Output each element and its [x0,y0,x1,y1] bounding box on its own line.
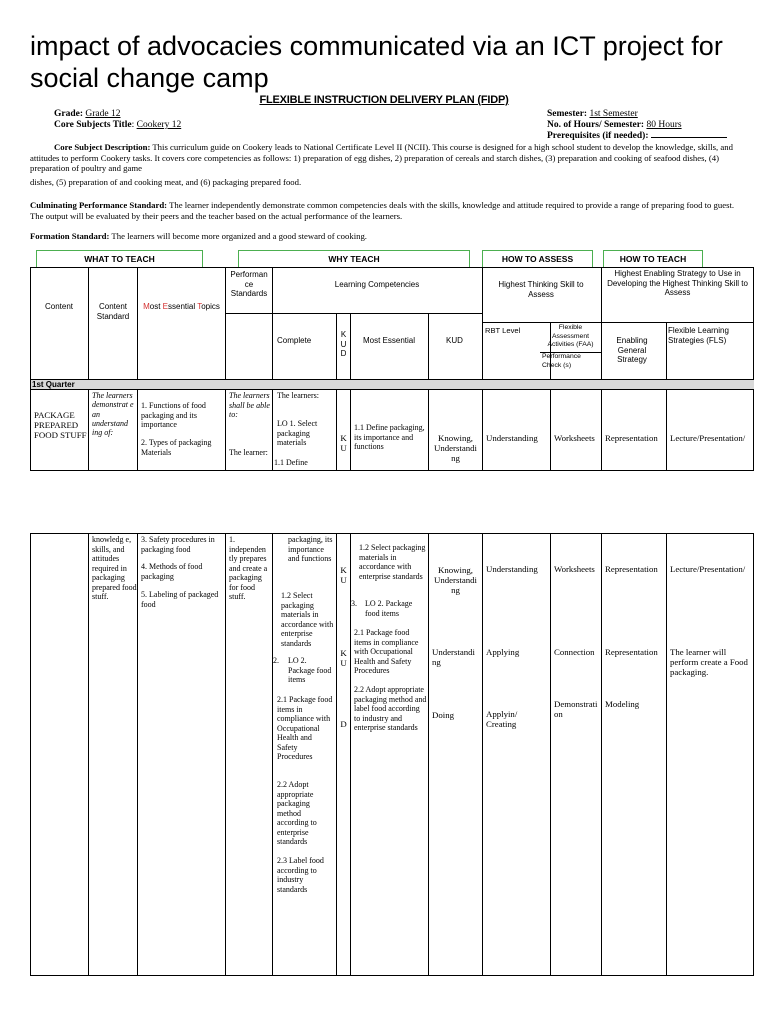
fls-header: Flexible Learning Strategies (FLS) [668,326,729,345]
document-title: impact of advocacies communicated via an ICT project for social change camp [30,31,723,93]
prerequisites-label: Prerequisites (if needed): [547,131,649,141]
row1-fls: Lecture/Presentation/ [670,433,746,443]
row2-complete-5: 2.2 Adopt appropriate packaging method according to enterprise standards [277,780,317,846]
row1-enabling: Representation [605,433,658,443]
row2-kud2-a: Knowing, Understandi ng [434,565,477,595]
row2-kud-a: K U [340,565,347,585]
row1-performance: The learners shall be able to: [229,391,270,419]
row2-essential-2-number: 3. [351,599,357,608]
row2-rbt-a: Understanding [486,564,538,574]
hours-line [547,120,682,131]
row2-faa-c: Demonstrati on [554,699,598,719]
description-text: This curriculum guide on Cookery leads to National Certificate Level II (NCII). This course is designed for a high school student to develop the knowledge, skills, and attitudes to perform Cookery tasks. It covers core competencies as follows: 1) preparation of egg dishes, 2) preparation of cereals and starch dishes, (3) preparation and cooking of seafood dishes, (4) preparation of poultry and game [30,142,733,173]
how-to-teach-header: HOW TO TEACH [603,250,703,268]
core-subject-value: Cookery 12 [136,120,182,130]
row2-topic-5: 5. Labeling of packaged food [141,590,219,609]
row1-most-essential: 1.1 Define packaging, its importance and functions [354,423,425,451]
row2-essential-1: 1.2 Select packaging materials in accordance with enterprise standards [359,543,426,581]
enabling-strategy-header: Enabling General Strategy [616,336,648,364]
row2-faa-a: Worksheets [554,564,595,574]
highest-enabling-header: Highest Enabling Strategy to Use in Developing the Highest Thinking Skill to Assess [607,269,748,297]
formation-label: Formation Standard: [30,231,110,241]
row2-fls-b: The learner will perform create a Food packaging. [670,647,748,677]
row2-rbt-b: Applying [486,647,520,657]
description-label: Core Subject Description: [54,142,151,152]
culminating-label: Culminating Performance Standard: [30,200,168,210]
row2-essential-4: 2.2 Adopt appropriate packaging method and label food according to industry and enterprise standards [354,685,427,732]
content-standard-header: Content Standard [96,302,130,321]
description-continuation: dishes, (5) preparation of and cooking meat, and (6) packaging prepared food. [30,177,302,187]
kud-header: K U D [340,330,347,358]
row2-enabling-c: Modeling [605,699,640,709]
content-header: Content [44,302,74,311]
row1-kud-2: Knowing, Understandi ng [434,433,477,463]
complete-header: Complete [277,336,312,345]
formation-standard [30,231,742,242]
row2-complete-4: 2.1 Package food items in compliance with Occupational Health and Safety Procedures [277,695,333,761]
what-to-teach-header: WHAT TO TEACH [36,250,203,268]
how-to-assess-header: HOW TO ASSESS [482,250,593,268]
row2-fls-a: Lecture/Presentation/ [670,564,746,574]
row1-complete-2: LO 1. Select packaging materials [277,419,318,447]
row1-complete-1: The learners: [277,391,319,400]
row2-kud2-c: Doing [432,710,454,720]
grade-label: Grade: [54,109,84,119]
row1-kud: K U [340,433,347,453]
row2-kud-c: D [340,719,347,729]
row2-complete-3: LO 2. Package food items [288,656,332,684]
highest-thinking-header: Highest Thinking Skill to Assess [498,280,584,299]
row2-complete-1: packaging, its importance and functions [288,535,333,563]
row2-content-standard: knowledg e, skills, and attitudes required in packaging prepared food stuff. [92,535,137,601]
row2-topic-4: 4. Methods of food packaging [141,562,203,581]
row2-enabling-a: Representation [605,564,658,574]
row2-complete-6: 2.3 Label food according to industry standards [277,856,324,894]
learning-competencies-header: Learning Competencies [334,280,420,289]
row2-complete-2: 1.2 Select packaging materials in accordance with enterprise standards [281,591,334,648]
row2-topic-3: 3. Safety procedures in packaging food [141,535,215,554]
kud-header-2: KUD [446,336,463,345]
hours-label: No. of Hours/ Semester: [547,120,645,130]
row1-complete-3: 1.1 Define [274,458,308,467]
fidp-title: FLEXIBLE INSTRUCTION DELIVERY PLAN (FIDP) [259,94,509,106]
semester-line [547,109,638,120]
row1-topic-1: 1. Functions of food packaging and its importance [141,401,206,429]
grade-value: Grade 12 [85,109,121,119]
row2-performance: 1. independen tly prepares and create a packaging for food stuff. [229,535,268,601]
most-essential-header: Most Essential [363,336,416,345]
topics-header: Most Essential Topics [143,302,220,311]
culminating-text: The learner independently demonstrate common competencies deals with the skills, knowledge and attitude required to provide a range of preparing food to guest. The output will be evaluated by their peers and the teacher based on the actual performance of the learners. [30,200,735,221]
faa-header: Flexible Assessment Activities (FAA) [547,324,594,348]
row2-complete-3-number: 2. [273,656,279,665]
prerequisites-line [547,131,727,142]
culminating-standard [30,200,742,221]
row2-essential-2: LO 2. Package food items [365,599,413,618]
row1-faa: Worksheets [554,433,595,443]
performance-check-header: Performance Check (s) [542,353,581,369]
row1-performance-2: The learner: [229,448,268,457]
row1-topic-2: 2. Types of packaging Materials [141,438,212,457]
row2-kud-b: K U [340,648,347,668]
formation-text: The learners will become more organized and a good steward of cooking. [109,231,367,241]
row1-rbt-level: Understanding [486,433,538,443]
row2-rbt-c: Applyin/ Creating [486,709,518,729]
core-subject-label: Core Subjects Title [54,120,132,130]
row2-faa-b: Connection [554,647,595,657]
core-subject-line: Core Subjects Title: Cookery 12 [54,120,182,130]
grade-line [54,109,121,120]
performance-standards-header: Performan ce Standards [230,270,268,298]
semester-value: 1st Semester [589,109,638,119]
why-teach-header: WHY TEACH [238,250,470,268]
rbt-level-header: RBT Level [485,326,521,335]
row2-kud2-b: Understandi ng [432,647,475,667]
hours-value: 80 Hours [646,120,682,130]
semester-label: Semester: [547,109,588,119]
quarter-label: 1st Quarter [30,379,754,390]
row1-content-standard: The learners demonstrat e an understand ing of: [92,391,134,438]
core-subject-description [30,142,742,174]
row2-enabling-b: Representation [605,647,658,657]
row1-content: PACKAGE PREPARED FOOD STUFF [34,410,87,440]
row2-essential-3: 2.1 Package food items in compliance with Occupational Health and Safety Procedures [354,628,419,675]
